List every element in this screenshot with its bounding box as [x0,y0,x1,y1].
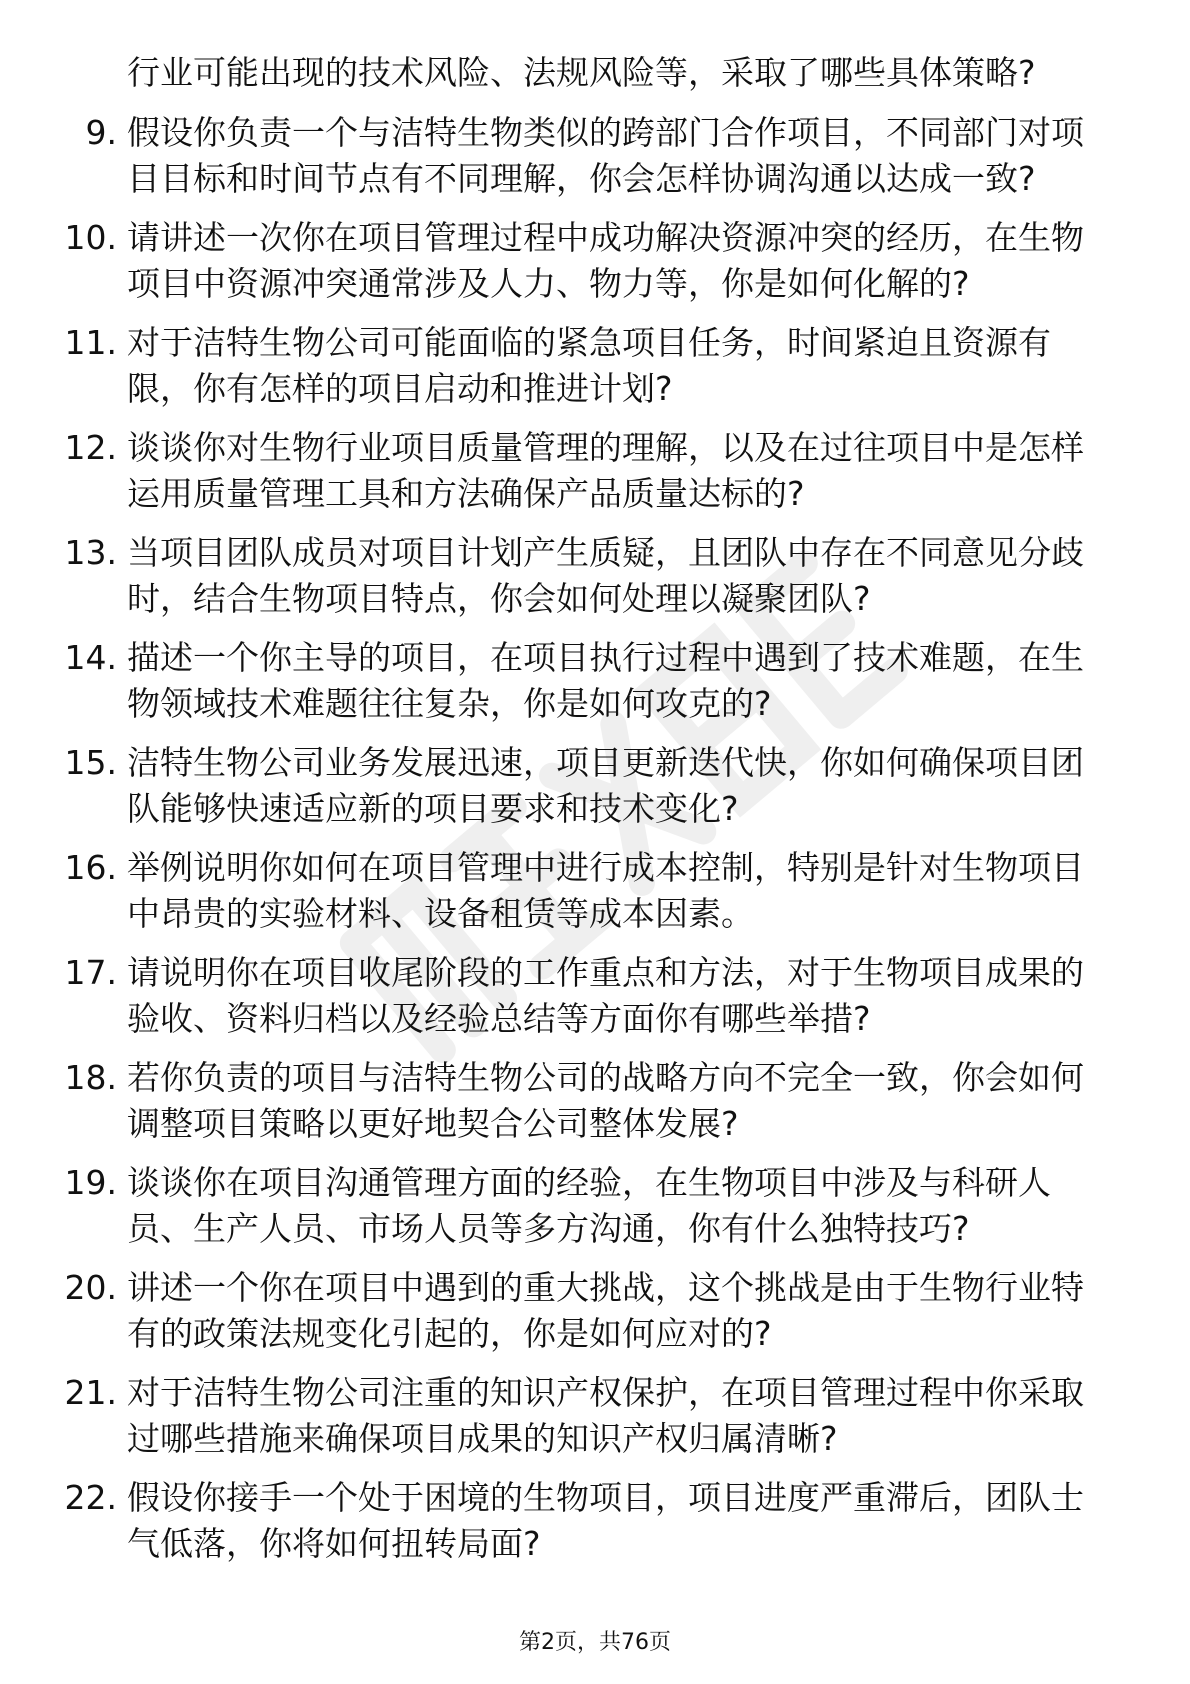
page-number-footer: 第2页，共76页 [519,1630,671,1655]
list-item [0,110,1110,202]
question-text: 请说明你在项目收尾阶段的工作重点和方法，对于生物项目成果的验收、资料归档以及经验总结等方面你有哪些举措? [127,953,1084,1038]
list-item [0,1265,1110,1357]
question-text: 假设你接手一个处于困境的生物项目，项目进度严重滞后，团队士气低落，你将如何扭转局面? [127,1478,1084,1563]
list-item [0,845,1110,937]
question-text: 对于洁特生物公司可能面临的紧急项目任务，时间紧迫且资源有限，你有怎样的项目启动和推进计划? [127,323,1051,408]
question-text: 描述一个你主导的项目，在项目执行过程中遇到了技术难题，在生物领域技术难题往往复杂，你是如何攻克的? [127,638,1084,723]
question-number: 14. [64,638,117,677]
question-text: 假设你负责一个与洁特生物类似的跨部门合作项目，不同部门对项目目标和时间节点有不同理解，你会怎样协调沟通以达成一致? [127,113,1084,198]
continued-question-text: 行业可能出现的技术风险、法规风险等，采取了哪些具体策略? [127,53,1036,92]
question-text: 若你负责的项目与洁特生物公司的战略方向不完全一致，你会如何调整项目策略以更好地契合公司整体发展? [127,1058,1084,1143]
question-text: 谈谈你对生物行业项目质量管理的理解，以及在过往项目中是怎样运用质量管理工具和方法确保产品质量达标的? [127,428,1084,513]
question-number: 13. [64,533,117,572]
question-text: 当项目团队成员对项目计划产生质疑，且团队中存在不同意见分歧时，结合生物项目特点，你会如何处理以凝聚团队? [127,533,1084,618]
question-number: 16. [64,848,117,887]
question-text: 洁特生物公司业务发展迅速，项目更新迭代快，你如何确保项目团队能够快速适应新的项目要求和技术变化? [127,743,1084,828]
list-item [0,530,1110,622]
list-item [0,1160,1110,1252]
question-number: 21. [64,1373,117,1412]
question-number: 9. [85,113,117,152]
question-number: 12. [64,428,117,467]
question-text: 谈谈你在项目沟通管理方面的经验，在生物项目中涉及与科研人员、生产人员、市场人员等多方沟通，你有什么独特技巧? [127,1163,1051,1248]
question-number: 11. [64,323,117,362]
list-item [0,1055,1110,1147]
question-number: 18. [64,1058,117,1097]
list-item [0,950,1110,1042]
list-item [0,215,1110,307]
list-item [0,1475,1110,1567]
list-item [0,1370,1110,1462]
list-item [0,740,1110,832]
question-number: 17. [64,953,117,992]
question-number: 20. [64,1268,117,1307]
question-number: 10. [64,218,117,257]
question-list [0,110,1190,1580]
list-item [0,320,1110,412]
question-text: 对于洁特生物公司注重的知识产权保护，在项目管理过程中你采取过哪些措施来确保项目成果的知识产权归属清晰? [127,1373,1084,1458]
question-text: 讲述一个你在项目中遇到的重大挑战，这个挑战是由于生物行业特有的政策法规变化引起的，你是如何应对的? [127,1268,1084,1353]
question-text: 请讲述一次你在项目管理过程中成功解决资源冲突的经历，在生物项目中资源冲突通常涉及人力、物力等，你是如何化解的? [127,218,1084,303]
question-number: 22. [64,1478,117,1517]
question-number: 19. [64,1163,117,1202]
list-item [0,635,1110,727]
list-item [0,425,1110,517]
question-number: 15. [64,743,117,782]
question-text: 举例说明你如何在项目管理中进行成本控制，特别是针对生物项目中昂贵的实验材料、设备租赁等成本因素。 [127,848,1084,933]
